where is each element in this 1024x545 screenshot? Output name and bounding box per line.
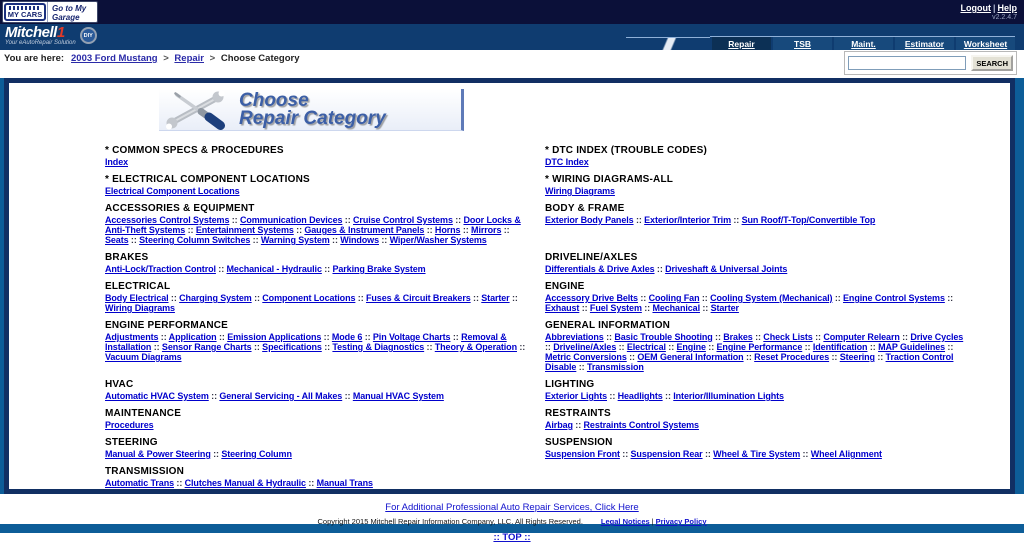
link-separator: ::	[800, 449, 811, 459]
category-link[interactable]: DTC Index	[545, 157, 589, 167]
link-separator: ::	[128, 235, 140, 245]
category-link[interactable]: Airbag	[545, 420, 573, 430]
category-link[interactable]: Automatic Trans	[105, 478, 175, 488]
category-link[interactable]: General Servicing - All Makes	[219, 391, 343, 401]
link-separator: ::	[633, 215, 645, 225]
category-heading: RESTRAINTS	[545, 408, 611, 419]
link-separator: ::	[185, 225, 196, 235]
link-separator: ::	[321, 342, 333, 352]
link-separator: ::	[321, 332, 332, 342]
swoosh-decoration	[626, 37, 710, 50]
category-link[interactable]: Headlights	[617, 391, 663, 401]
footer	[0, 494, 1024, 543]
tab-label: Maint.	[851, 38, 876, 49]
link-separator: ::	[945, 342, 954, 352]
category-heading: HVAC	[105, 379, 134, 390]
link-separator: ::	[874, 352, 886, 362]
category-links	[545, 420, 970, 430]
category-links	[545, 186, 970, 196]
category-section	[105, 320, 530, 362]
link-separator: ::	[944, 293, 954, 303]
category-link[interactable]: Sensor Range Charts	[161, 342, 252, 352]
search-button[interactable]: SEARCH	[971, 55, 1013, 71]
link-separator: ::	[342, 215, 354, 225]
category-section	[545, 379, 970, 401]
link-separator: ::	[151, 342, 162, 352]
link-separator: ::	[662, 391, 674, 401]
category-link[interactable]: Steering	[839, 352, 875, 362]
category-link[interactable]: Windows	[340, 235, 379, 245]
category-link[interactable]: Wiring Diagrams	[105, 303, 175, 313]
category-link[interactable]: Metric Conversions	[545, 352, 627, 362]
search-panel	[844, 51, 1017, 75]
top-bar	[0, 0, 1024, 24]
category-link[interactable]: Seats	[105, 235, 129, 245]
category-link[interactable]: Accessories Control Systems	[105, 215, 230, 225]
link-divider: |	[992, 3, 996, 13]
breadcrumb-items	[69, 53, 299, 64]
category-links	[545, 215, 970, 225]
link-separator: ::	[616, 342, 627, 352]
link-separator: ::	[637, 293, 649, 303]
category-section	[105, 466, 530, 488]
tab-label: Repair	[728, 38, 755, 49]
category-section	[545, 320, 970, 372]
page-title-line2: Repair Category	[239, 107, 386, 129]
help-link[interactable]: Help	[997, 3, 1017, 13]
category-links	[105, 332, 530, 362]
link-separator: ::	[899, 332, 911, 342]
brand-name: Mitchell1	[5, 24, 65, 41]
category-link[interactable]: Abbreviations	[545, 332, 604, 342]
category-section	[105, 145, 530, 167]
category-link[interactable]: Component Locations	[262, 293, 356, 303]
category-link[interactable]: Mode 6	[331, 332, 363, 342]
link-separator: ::	[329, 235, 341, 245]
link-separator: ::	[460, 225, 472, 235]
category-link[interactable]: Horns	[434, 225, 461, 235]
mitchell1-logo	[5, 26, 97, 47]
category-section	[105, 437, 530, 459]
link-separator: ::	[305, 478, 317, 488]
category-link[interactable]: Cooling System (Mechanical)	[710, 293, 833, 303]
category-link[interactable]: Mechanical - Hydraulic	[226, 264, 322, 274]
link-separator: ::	[208, 391, 220, 401]
category-link[interactable]: Manual Trans	[316, 478, 373, 488]
link-separator: ::	[832, 293, 844, 303]
link-separator: ::	[509, 293, 518, 303]
category-section	[105, 281, 530, 313]
category-link[interactable]: Manual HVAC System	[352, 391, 444, 401]
link-separator: ::	[730, 215, 742, 225]
category-link[interactable]: Index	[105, 157, 129, 167]
search-input[interactable]	[848, 56, 966, 70]
link-separator: ::	[702, 449, 714, 459]
link-separator: ::	[321, 264, 333, 274]
category-link[interactable]: Cruise Control Systems	[353, 215, 453, 225]
category-link[interactable]: Pin Voltage Charts	[372, 332, 451, 342]
link-separator: ::	[424, 342, 435, 352]
link-separator: ::	[158, 332, 169, 342]
category-link[interactable]: Warning System	[260, 235, 330, 245]
link-separator: ::	[216, 332, 228, 342]
category-links	[105, 264, 530, 274]
category-link[interactable]: Steering Column Switches	[139, 235, 251, 245]
link-separator: ::	[355, 293, 366, 303]
page-frame	[0, 78, 1024, 494]
category-link[interactable]: Interior/Illumination Lights	[673, 391, 784, 401]
category-links	[105, 215, 530, 245]
category-link[interactable]: Fuses & Circuit Breakers	[366, 293, 471, 303]
category-heading: STEERING	[105, 437, 158, 448]
category-links	[105, 293, 530, 313]
brand-tagline: Your eAutoRepair Solution	[5, 40, 76, 46]
category-heading: TRANSMISSION	[105, 466, 185, 477]
link-separator: ::	[229, 215, 240, 225]
tab-label: Estimator	[904, 38, 945, 49]
top-link[interactable]: :: TOP ::	[493, 532, 531, 543]
category-heading: * WIRING DIAGRAMS-ALL	[545, 174, 674, 185]
category-heading: ELECTRICAL	[105, 281, 171, 292]
link-separator: ::	[501, 225, 510, 235]
category-section	[105, 252, 530, 274]
category-link[interactable]: Manual & Power Steering	[105, 449, 211, 459]
category-link[interactable]: Body Electrical	[105, 293, 169, 303]
category-link[interactable]: Cooling Fan	[648, 293, 700, 303]
category-link[interactable]: Exterior Body Panels	[545, 215, 634, 225]
category-link[interactable]: Drive Cycles	[910, 332, 964, 342]
tab-tsb[interactable]	[773, 37, 832, 50]
category-link[interactable]: OEM General Information	[637, 352, 744, 362]
category-heading: * COMMON SPECS & PROCEDURES	[105, 145, 284, 156]
category-heading: BRAKES	[105, 252, 149, 263]
category-heading: ACCESSORIES & EQUIPMENT	[105, 203, 255, 214]
category-link[interactable]: Charging System	[179, 293, 252, 303]
category-link[interactable]: Gauges & Instrument Panels	[304, 225, 425, 235]
category-links	[545, 157, 970, 167]
link-separator: ::	[699, 293, 711, 303]
tools-icon	[165, 89, 227, 131]
link-separator: ::	[743, 352, 755, 362]
category-heading: MAINTENANCE	[105, 408, 182, 419]
breadcrumb-separator: >	[207, 53, 218, 64]
category-links	[545, 449, 970, 459]
link-separator: ::	[603, 332, 615, 342]
tab-repair[interactable]	[712, 37, 771, 50]
link-separator: ::	[712, 332, 724, 342]
tabs-zone	[626, 36, 1015, 50]
link-separator: ::	[174, 478, 185, 488]
category-link[interactable]: Application	[168, 332, 217, 342]
link-separator: ::	[829, 352, 840, 362]
category-link[interactable]: Automatic HVAC System	[105, 391, 209, 401]
category-link[interactable]: Engine	[676, 342, 706, 352]
link-separator: ::	[251, 293, 263, 303]
category-link[interactable]: Exterior Lights	[545, 391, 608, 401]
link-separator: ::	[470, 293, 482, 303]
category-link[interactable]: Differentials & Drive Axles	[545, 264, 655, 274]
category-link[interactable]: Mechanical	[652, 303, 700, 313]
category-section	[545, 281, 970, 313]
footer-promo-link[interactable]: For Additional Professional Auto Repair Services, Click Here	[385, 502, 639, 513]
category-links	[105, 449, 530, 459]
breadcrumb-prefix: You are here:	[4, 53, 65, 64]
category-section	[105, 379, 530, 401]
link-separator: ::	[607, 391, 618, 401]
category-heading: ENGINE PERFORMANCE	[105, 320, 229, 331]
category-heading: SUSPENSION	[545, 437, 613, 448]
footer-link-divider: |	[651, 517, 654, 526]
page-title	[239, 89, 386, 129]
tab-worksheet[interactable]	[956, 37, 1015, 50]
category-link[interactable]: Suspension Rear	[630, 449, 703, 459]
breadcrumb-separator: >	[160, 53, 172, 64]
category-link[interactable]: Wheel & Tire System	[713, 449, 801, 459]
category-section	[545, 174, 970, 196]
category-link[interactable]: Check Lists	[763, 332, 813, 342]
link-separator: ::	[215, 264, 227, 274]
diy-badge-icon: DIY	[80, 27, 97, 44]
tab-bar	[710, 36, 1015, 50]
link-separator: ::	[210, 449, 222, 459]
category-link[interactable]: Restraints Control Systems	[583, 420, 699, 430]
category-section	[105, 203, 530, 245]
category-link[interactable]: Mirrors	[471, 225, 502, 235]
category-section	[105, 174, 530, 196]
category-link[interactable]: Vacuum Diagrams	[105, 352, 182, 362]
version-label: v2.2.4.7	[992, 14, 1017, 21]
category-heading: DRIVELINE/AXLES	[545, 252, 638, 263]
link-separator: ::	[699, 303, 711, 313]
copyright-text: Copyright 2015 Mitchell Repair Information Company, LLC. All Rights Reserved.	[317, 517, 583, 526]
link-separator: ::	[450, 332, 462, 342]
top-right-links	[960, 3, 1017, 21]
link-separator: ::	[576, 362, 587, 372]
category-link[interactable]: Door Locks & Anti-Theft Systems	[105, 215, 521, 235]
category-link[interactable]: Clutches Manual & Hydraulic	[184, 478, 306, 488]
link-separator: ::	[293, 225, 305, 235]
link-separator: ::	[572, 420, 584, 430]
category-link[interactable]: Anti-Lock/Traction Control	[105, 264, 216, 274]
link-separator: ::	[867, 342, 879, 352]
category-links	[545, 293, 970, 313]
link-separator: ::	[579, 303, 590, 313]
category-link[interactable]: Removal & Installation	[105, 332, 507, 352]
link-separator: ::	[424, 225, 435, 235]
category-link[interactable]: Computer Relearn	[823, 332, 900, 342]
link-separator: ::	[250, 235, 261, 245]
category-link[interactable]: Emission Applications	[227, 332, 322, 342]
category-link[interactable]: Parking Brake System	[332, 264, 426, 274]
category-link[interactable]: Accessory Drive Belts	[545, 293, 638, 303]
category-link[interactable]: Procedures	[105, 420, 154, 430]
category-link[interactable]: Exhaust	[545, 303, 580, 313]
link-separator: ::	[654, 264, 666, 274]
link-separator: ::	[545, 342, 554, 352]
link-separator: ::	[452, 215, 464, 225]
category-section	[545, 145, 970, 167]
category-link[interactable]: Wheel Alignment	[810, 449, 882, 459]
link-separator: ::	[641, 303, 653, 313]
category-link[interactable]: Driveline/Axles	[553, 342, 617, 352]
category-link[interactable]: Exterior/Interior Trim	[644, 215, 731, 225]
privacy-policy-link[interactable]: Privacy Policy	[655, 517, 707, 526]
category-link[interactable]: Basic Trouble Shooting	[614, 332, 713, 342]
link-separator: ::	[752, 332, 764, 342]
category-link[interactable]: Engine Performance	[716, 342, 803, 352]
category-heading: * ELECTRICAL COMPONENT LOCATIONS	[105, 174, 310, 185]
category-section	[545, 466, 970, 476]
category-link[interactable]: Wiring Diagrams	[545, 186, 615, 196]
category-link[interactable]: Electrical Component Locations	[105, 186, 240, 196]
link-separator: ::	[251, 342, 263, 352]
license-plate-icon	[4, 3, 46, 21]
link-separator: ::	[665, 342, 677, 352]
category-links	[105, 478, 530, 488]
category-section	[545, 252, 970, 274]
category-link[interactable]: MAP Guidelines	[878, 342, 946, 352]
category-links	[105, 186, 530, 196]
category-link[interactable]: Reset Procedures	[754, 352, 830, 362]
category-link[interactable]: Suspension Front	[545, 449, 620, 459]
link-separator: ::	[516, 342, 526, 352]
tab-maint[interactable]	[834, 37, 893, 50]
brand-bar	[0, 24, 1024, 50]
category-link[interactable]: Brakes	[723, 332, 753, 342]
link-separator: ::	[802, 342, 813, 352]
my-cars-label: MY CARS	[7, 10, 43, 19]
content-area	[4, 78, 1015, 494]
category-link[interactable]: Starter	[710, 303, 739, 313]
breadcrumb-current: Choose Category	[220, 53, 300, 64]
category-link[interactable]: Entertainment Systems	[195, 225, 294, 235]
category-link[interactable]: Fuel System	[589, 303, 642, 313]
category-link[interactable]: Communication Devices	[239, 215, 343, 225]
category-link[interactable]: Testing & Diagnostics	[332, 342, 425, 352]
category-links	[545, 391, 970, 401]
my-cars-button[interactable]	[2, 1, 98, 23]
category-links	[105, 157, 530, 167]
page-title-line1: Choose	[239, 89, 309, 111]
link-separator: ::	[705, 342, 717, 352]
link-separator: ::	[362, 332, 373, 342]
category-heading: ENGINE	[545, 281, 585, 292]
breadcrumb-link[interactable]: 2003 Ford Mustang	[71, 53, 158, 64]
category-heading: GENERAL INFORMATION	[545, 320, 671, 331]
category-links	[105, 391, 530, 401]
category-link[interactable]: Adjustments	[105, 332, 159, 342]
breadcrumb-search-strip	[0, 50, 1024, 78]
category-section	[545, 437, 970, 459]
category-link[interactable]: Starter	[481, 293, 510, 303]
category-link[interactable]: Transmission	[586, 362, 644, 372]
category-heading: LIGHTING	[545, 379, 595, 390]
category-section	[545, 408, 970, 430]
category-link[interactable]: Wiper/Washer Systems	[389, 235, 487, 245]
category-link[interactable]: Engine Control Systems	[843, 293, 945, 303]
category-links	[545, 332, 970, 372]
tab-label: TSB	[794, 38, 811, 49]
go-to-my-garage-label: Go to My Garage	[47, 2, 97, 22]
category-link[interactable]: Identification	[812, 342, 868, 352]
category-link[interactable]: Traction Control Disable	[545, 352, 954, 372]
link-separator: ::	[378, 235, 390, 245]
link-separator: ::	[626, 352, 638, 362]
category-section	[545, 203, 970, 225]
category-link[interactable]: Driveshaft & Universal Joints	[665, 264, 788, 274]
link-separator: ::	[619, 449, 631, 459]
tab-estimator[interactable]	[895, 37, 954, 50]
legal-notices-link[interactable]: Legal Notices	[600, 517, 650, 526]
category-link[interactable]: Specifications	[262, 342, 322, 352]
link-separator: ::	[342, 391, 353, 401]
category-heading: * DTC INDEX (TROUBLE CODES)	[545, 145, 708, 156]
category-link[interactable]: Steering Column	[221, 449, 292, 459]
breadcrumb	[4, 53, 299, 64]
link-separator: ::	[168, 293, 180, 303]
category-section	[105, 408, 530, 430]
title-banner	[159, 89, 464, 131]
category-link[interactable]: Electrical	[626, 342, 666, 352]
breadcrumb-link[interactable]: Repair	[174, 53, 204, 64]
tab-label: Worksheet	[963, 38, 1008, 49]
category-links	[545, 264, 970, 274]
category-links	[105, 420, 530, 430]
category-heading: BODY & FRAME	[545, 203, 625, 214]
link-separator: ::	[812, 332, 824, 342]
category-link[interactable]: Sun Roof/T-Top/Convertible Top	[741, 215, 876, 225]
category-link[interactable]: Theory & Operation	[434, 342, 517, 352]
categories-grid	[105, 145, 1010, 495]
logout-link[interactable]: Logout	[960, 3, 991, 13]
brand-one: 1	[56, 24, 65, 41]
